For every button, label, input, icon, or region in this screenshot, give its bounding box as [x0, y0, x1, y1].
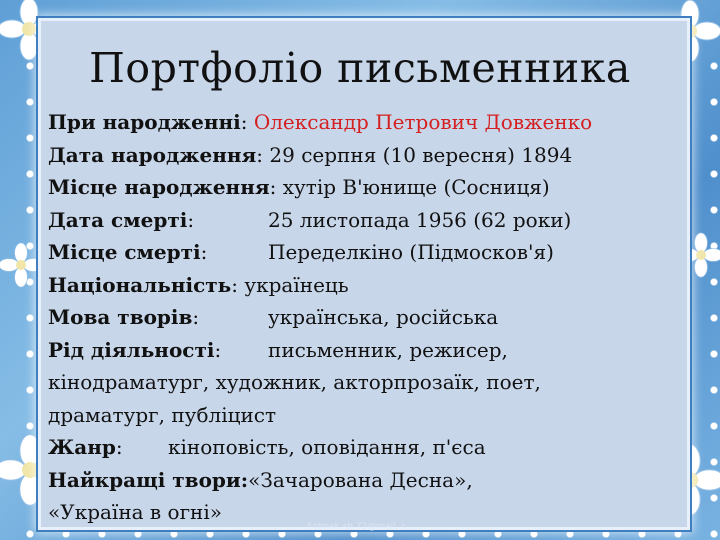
works-continuation: «Україна в огні»	[48, 500, 223, 524]
row-genre: Жанр: кіноповість, оповідання, п'єса	[48, 435, 486, 459]
row-activity: Рід діяльності: письменник, режисер,	[48, 337, 508, 362]
label: Місце народження	[48, 175, 270, 199]
value: хутір В'юнище (Сосниця)	[282, 175, 550, 199]
label: Жанр	[48, 435, 116, 459]
label: Дата народження	[48, 142, 257, 167]
value: письменник, режисер,	[268, 337, 508, 362]
activity-continuation: кінодраматург, художник, акторпрозаїк, поет,	[48, 370, 541, 394]
portfolio-info	[48, 106, 693, 529]
label: Найкращі твори	[48, 467, 241, 492]
row-birth-date: Дата народження: 29 серпня (10 вересня) 1894	[48, 142, 573, 167]
label: Місце смерті	[48, 240, 201, 264]
label: При народженні	[48, 110, 241, 134]
watermark: Fоlmak.sh 72@mail. r...	[307, 522, 413, 532]
row-birth-name: При народженні: Олександр Петрович Довженко	[48, 110, 593, 134]
full-name: Олександр Петрович Довженко	[253, 110, 593, 134]
label: Дата смерті	[48, 207, 188, 232]
row-birth-place: Місце народження: хутір В'юнище (Сосниця)	[48, 175, 550, 199]
value: Переделкіно (Підмосков'я)	[268, 240, 554, 264]
row-death-place: Місце смерті: Переделкіно (Підмосков'я)	[48, 240, 554, 264]
slide-title: Портфоліо письменника	[89, 44, 631, 92]
label: Мова творів	[48, 305, 193, 329]
row-best-works: Найкращі твори:«Зачарована Десна»,	[48, 467, 473, 492]
row-death-date: Дата смерті: 25 листопада 1956 (62 роки)	[48, 207, 572, 232]
row-language: Мова творів: українська, російська	[48, 305, 499, 329]
value: «Зачарована Десна»,	[248, 467, 473, 492]
value: кіноповість, оповідання, п'єса	[168, 435, 486, 459]
row-nationality: Національність: українець	[48, 272, 349, 297]
label: Рід діяльності	[48, 337, 215, 362]
value: українська, російська	[268, 305, 499, 329]
value: 29 серпня (10 вересня) 1894	[269, 142, 573, 167]
value: українець	[244, 272, 349, 297]
label: Національність	[48, 272, 232, 297]
activity-continuation: драматург, публіцист	[48, 402, 277, 427]
value: 25 листопада 1956 (62 роки)	[268, 207, 572, 232]
